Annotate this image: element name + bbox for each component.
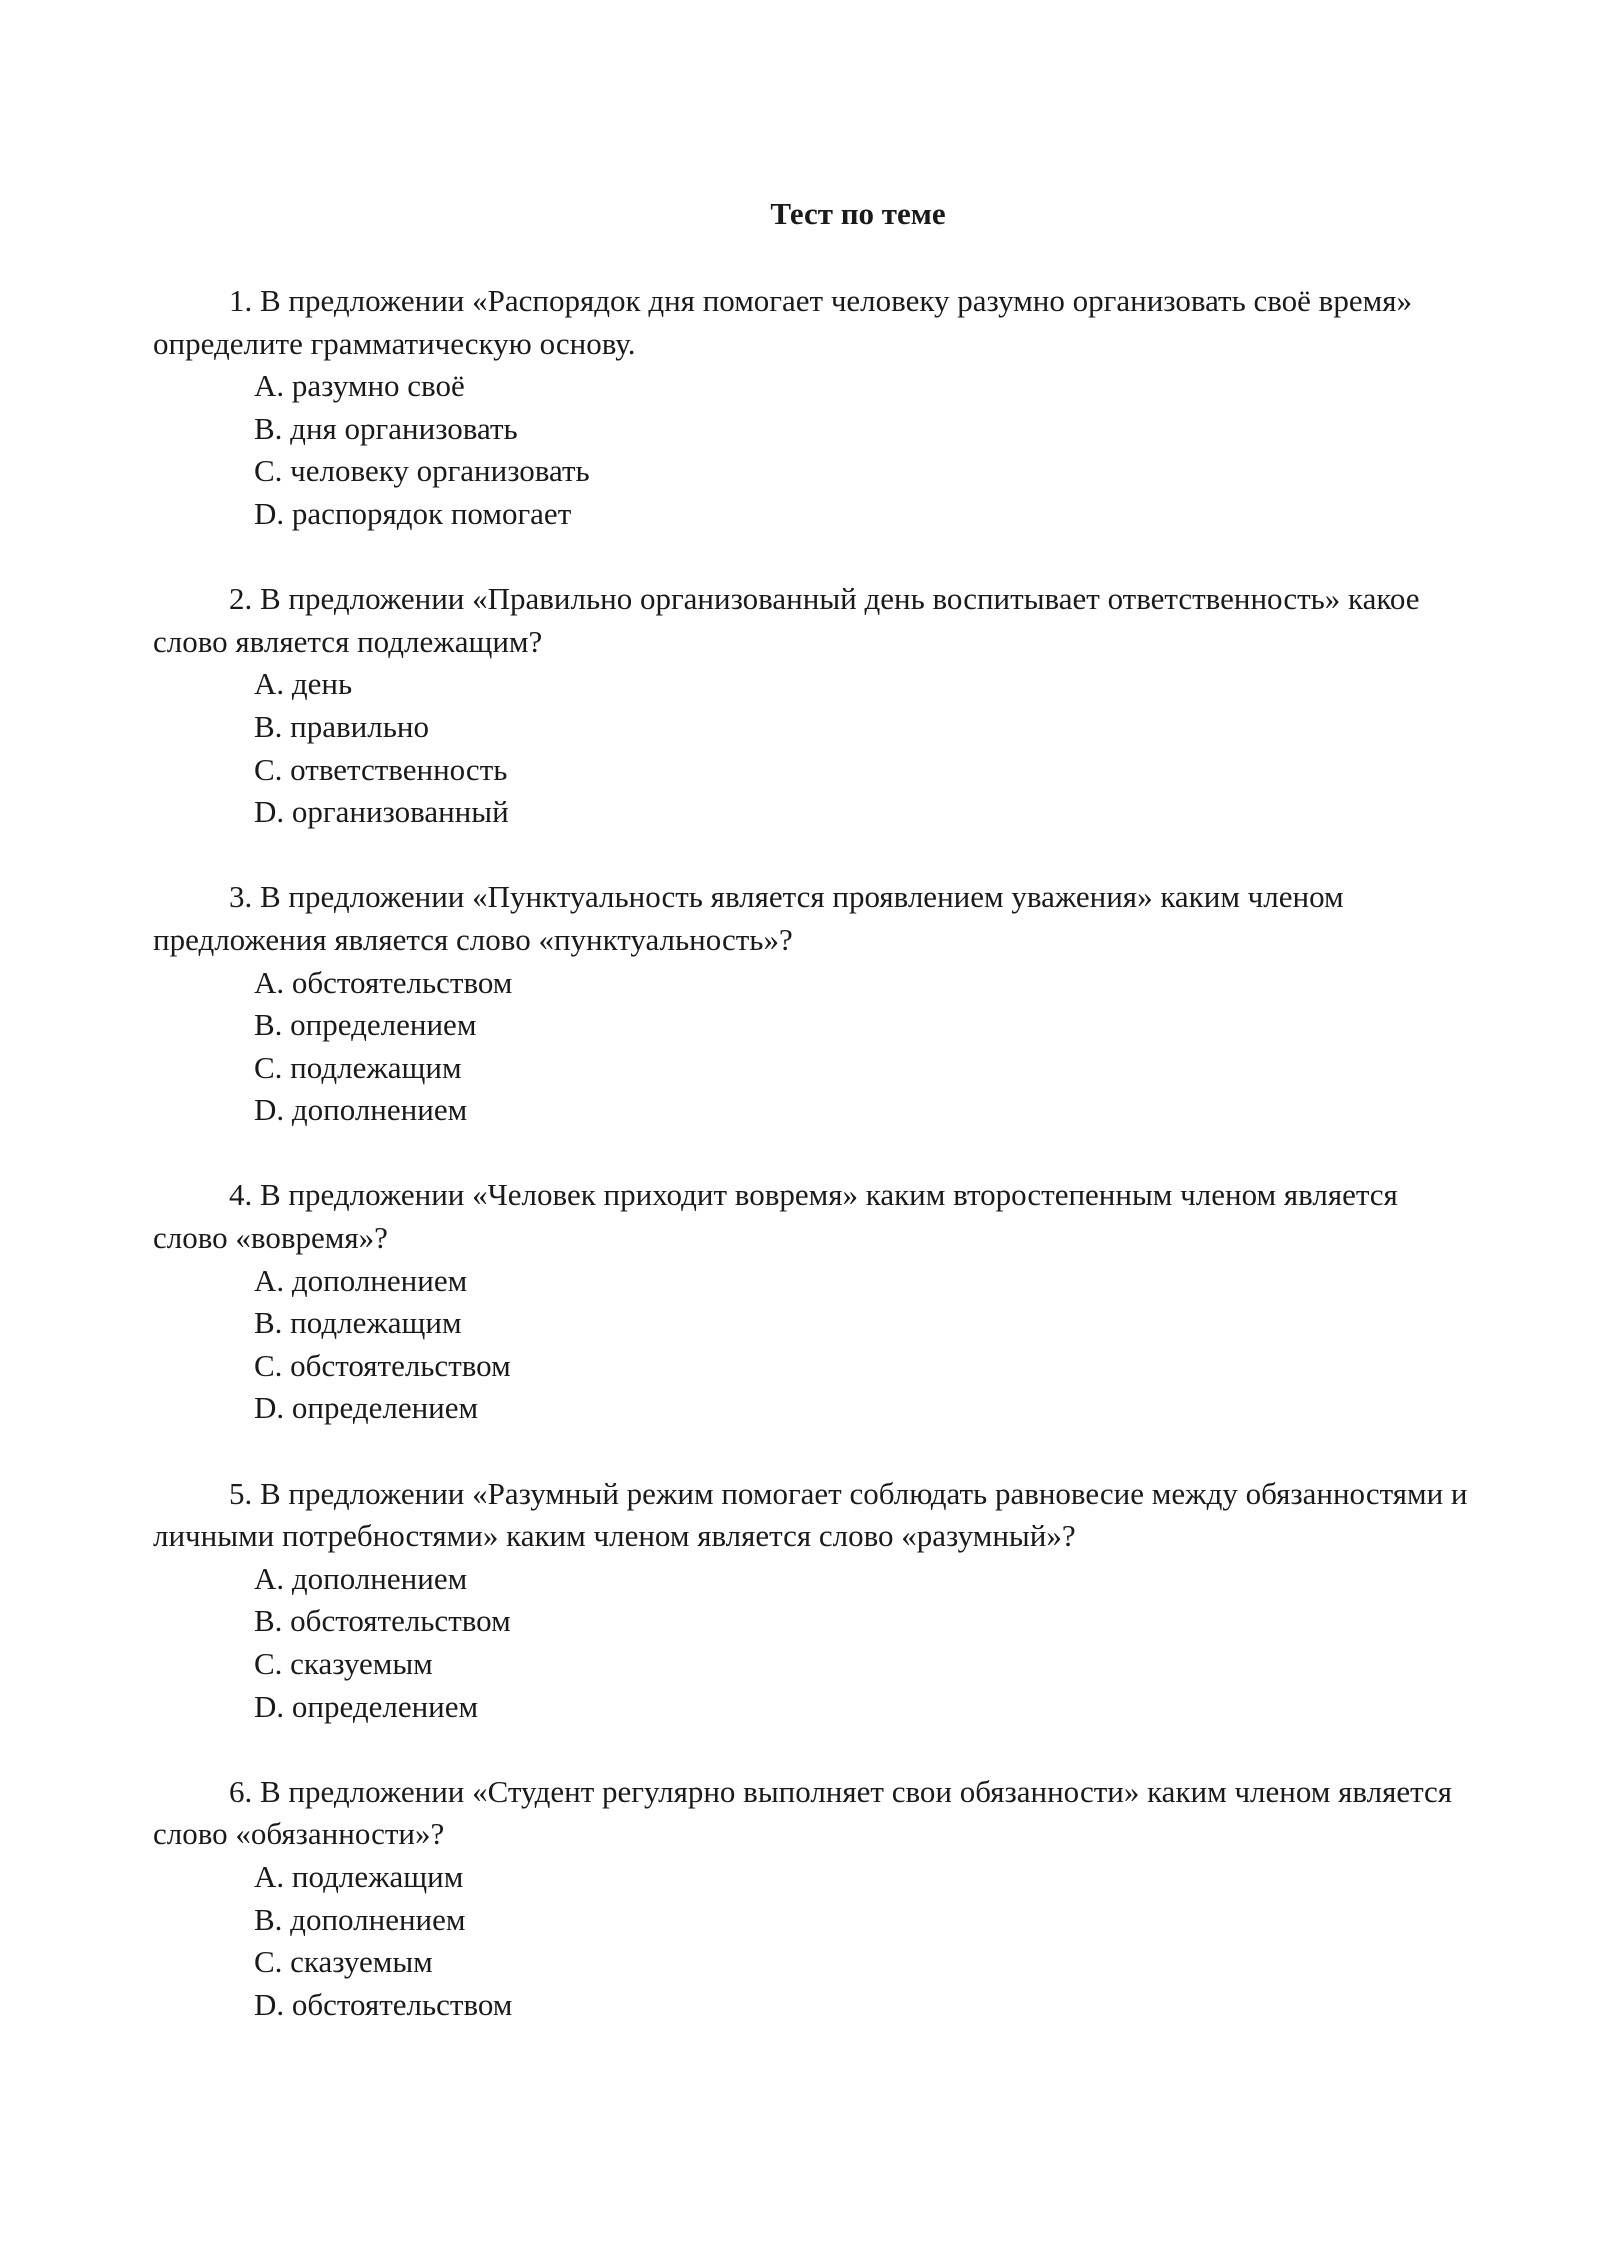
option-c: C. подлежащим <box>254 1049 462 1085</box>
option-list <box>153 1856 1473 2026</box>
option-c: C. человеку организовать <box>254 453 590 489</box>
question-text: 4. В предложении «Человек приходит вовремя» каким второстепенным членом является слово «вовремя»? <box>153 1177 1398 1256</box>
option-a: A. обстоятельством <box>254 964 513 1000</box>
option-b: B. правильно <box>254 708 429 744</box>
question-text: 3. В предложении «Пунктуальность является проявлением уважения» каким членом предложения является слово «пунктуальность»? <box>153 879 1344 957</box>
option-a: A. дополнением <box>254 1262 468 1298</box>
option-d: D. дополнением <box>254 1092 468 1128</box>
question-1 <box>153 280 1473 536</box>
option-d: D. обстоятельством <box>254 1986 513 2022</box>
question-text: 5. В предложении «Разумный режим помогает соблюдать равновесие между обязанностями и личными потребностями» каким членом является слово «разумный»? <box>153 1475 1468 1554</box>
page-title: Тест по теме <box>770 196 946 231</box>
question-2 <box>153 578 1473 834</box>
question-text: 1. В предложении «Распорядок дня помогает человеку разумно организовать своё время» определите грамматическую основу. <box>153 283 1412 361</box>
option-list <box>153 1558 1473 1728</box>
question-6 <box>153 1771 1473 2027</box>
option-b: B. дня организовать <box>254 410 518 446</box>
option-d: D. определением <box>254 1390 479 1426</box>
option-d: D. организованный <box>254 794 509 830</box>
option-c: C. ответственность <box>254 751 508 787</box>
option-d: D. распорядок помогает <box>254 495 572 531</box>
option-list <box>153 1260 1473 1430</box>
question-text: 2. В предложении «Правильно организованный день воспитывает ответственность» какое слово является подлежащим? <box>153 581 1420 659</box>
option-c: C. обстоятельством <box>254 1347 511 1383</box>
option-list <box>153 365 1473 535</box>
option-list <box>153 962 1473 1132</box>
question-list <box>153 280 1473 2069</box>
option-c: C. сказуемым <box>254 1646 433 1681</box>
option-b: B. определением <box>254 1007 477 1043</box>
question-text: 6. В предложении «Студент регулярно выполняет свои обязанности» каким членом является слово «обязанности»? <box>153 1773 1453 1852</box>
option-d: D. определением <box>254 1688 479 1724</box>
option-b: B. обстоятельством <box>254 1603 511 1639</box>
option-a: A. разумно своё <box>254 368 465 404</box>
option-b: B. дополнением <box>254 1901 466 1937</box>
question-4 <box>153 1174 1473 1430</box>
option-a: A. дополнением <box>254 1560 468 1596</box>
option-c: C. сказуемым <box>254 1944 433 1980</box>
option-list <box>153 663 1473 833</box>
option-a: A. день <box>254 666 353 702</box>
option-a: A. подлежащим <box>254 1858 464 1894</box>
option-b: B. подлежащим <box>254 1305 462 1341</box>
question-5 <box>153 1473 1473 1729</box>
question-3 <box>153 876 1473 1132</box>
